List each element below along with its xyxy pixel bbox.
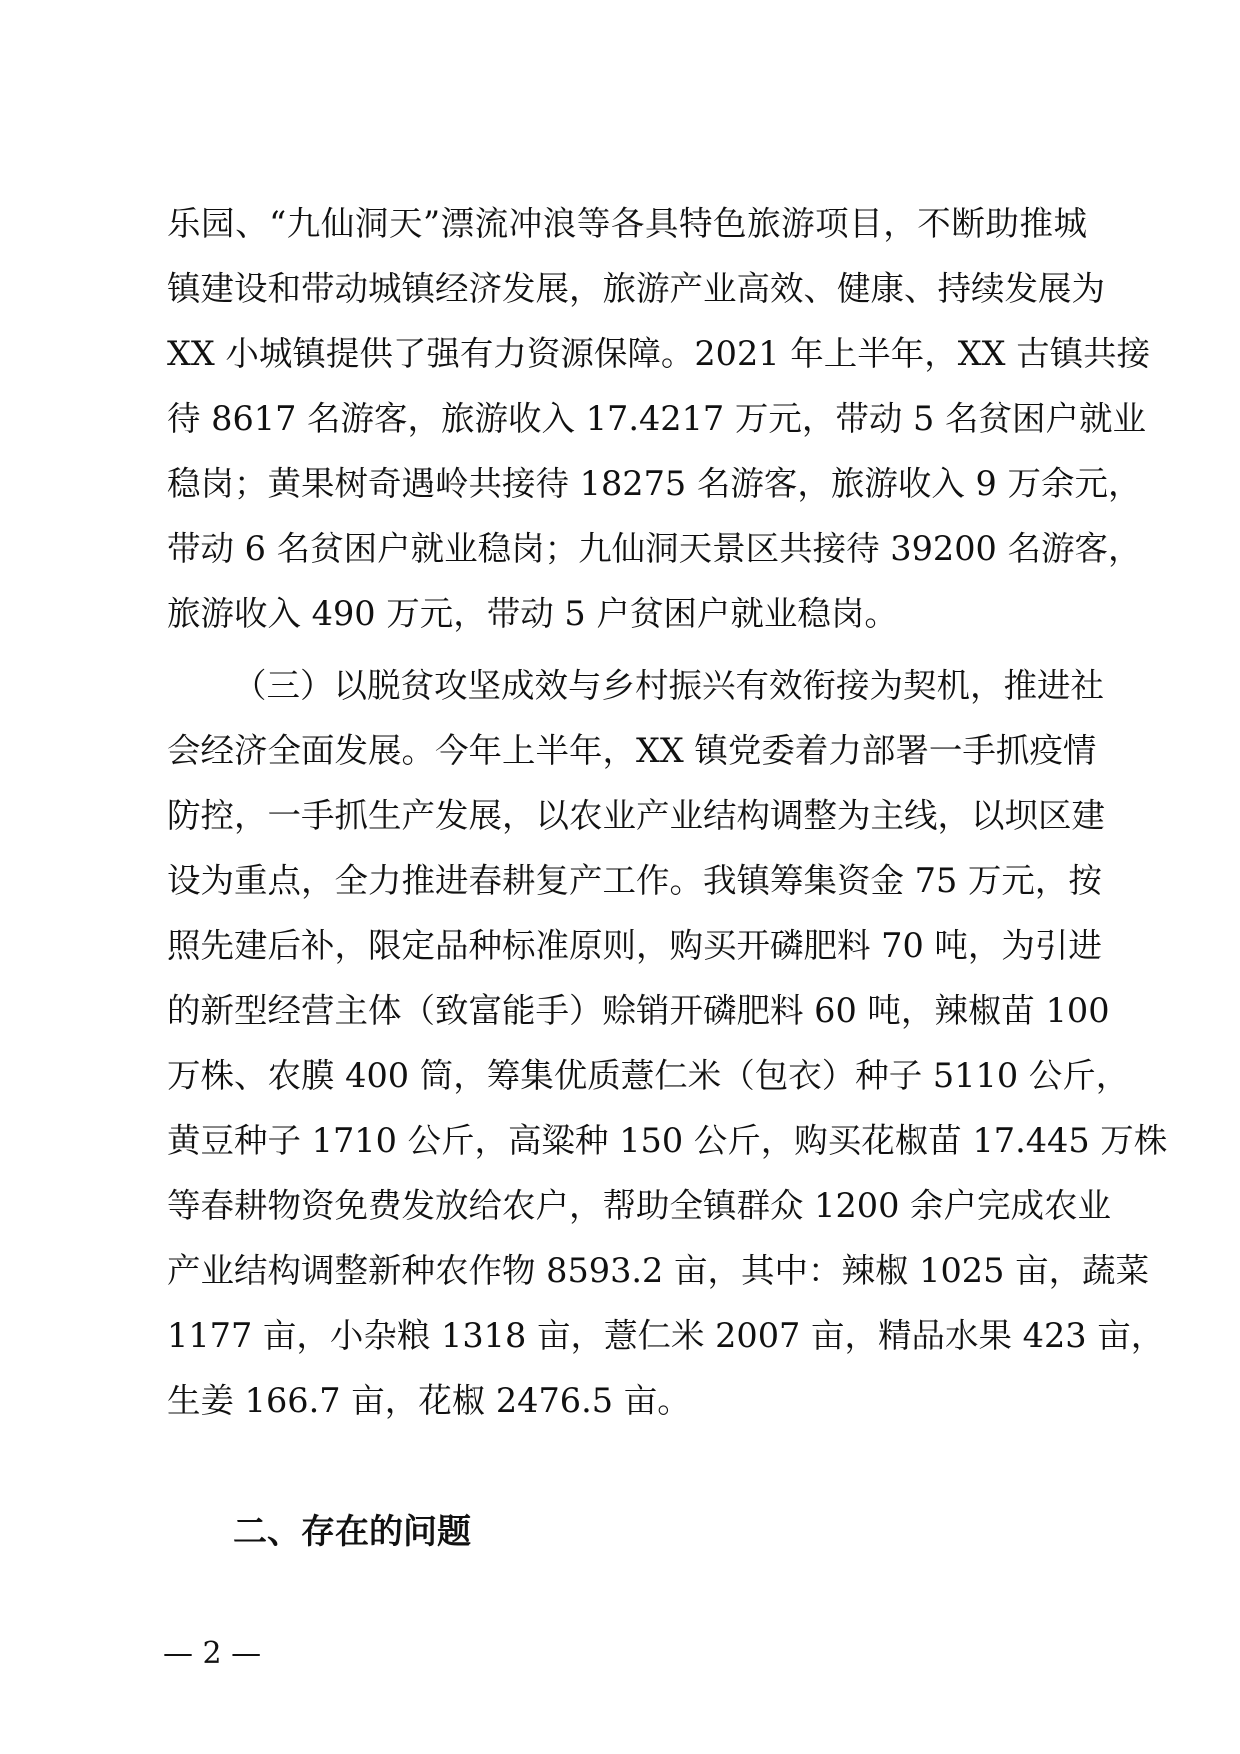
paragraph-2-line-6: 的新型经营主体（致富能手）赊销开磷肥料 60 吨，辣椒苗 100	[167, 991, 1110, 1030]
paragraph-2-line-7: 万株、农膜 400 筒，筹集优质薏仁米（包衣）种子 5110 公斤，	[167, 1056, 1130, 1095]
paragraph-2-line-11: 1177 亩，小杂粮 1318 亩，薏仁米 2007 亩，精品水果 423 亩，	[167, 1316, 1165, 1355]
paragraph-1-line-7: 旅游收入 490 万元，带动 5 户贫困户就业稳岗。	[167, 594, 898, 633]
paragraph-2-line-4: 设为重点，全力推进春耕复产工作。我镇筹集资金 75 万元，按	[167, 861, 1102, 900]
paragraph-2-line-12: 生姜 166.7 亩，花椒 2476.5 亩。	[167, 1381, 691, 1420]
paragraph-2-line-5: 照先建后补，限定品种标准原则，购买开磷肥料 70 吨，为引进	[167, 926, 1102, 965]
paragraph-2-line-3: 防控，一手抓生产发展，以农业产业结构调整为主线，以坝区建	[167, 796, 1105, 835]
paragraph-2-line-8: 黄豆种子 1710 公斤，高粱种 150 公斤，购买花椒苗 17.445 万株	[167, 1121, 1168, 1160]
paragraph-1-line-5: 稳岗；黄果树奇遇岭共接待 18275 名游客，旅游收入 9 万余元，	[167, 464, 1142, 503]
paragraph-1-line-6: 带动 6 名贫困户就业稳岗；九仙洞天景区共接待 39200 名游客，	[167, 529, 1142, 568]
paragraph-1-line-2: 镇建设和带动城镇经济发展，旅游产业高效、健康、持续发展为	[167, 269, 1105, 308]
paragraph-2-line-2: 会经济全面发展。今年上半年，XX 镇党委着力部署一手抓疫情	[167, 731, 1097, 770]
paragraph-1-line-3: XX 小城镇提供了强有力资源保障。2021 年上半年，XX 古镇共接	[167, 334, 1151, 373]
paragraph-2-line-9: 等春耕物资免费发放给农户，帮助全镇群众 1200 余户完成农业	[167, 1186, 1112, 1225]
paragraph-1-line-4: 待 8617 名游客，旅游收入 17.4217 万元，带动 5 名贫困户就业	[167, 399, 1146, 438]
page-number: — 2 —	[163, 1636, 262, 1671]
paragraph-2-line-1: （三）以脱贫攻坚成效与乡村振兴有效衔接为契机，推进社	[233, 666, 1104, 705]
section-heading: 二、存在的问题	[233, 1512, 471, 1552]
paragraph-1-line-1: 乐园、“九仙洞天”漂流冲浪等各具特色旅游项目，不断助推城	[167, 204, 1087, 243]
paragraph-2-line-10: 产业结构调整新种农作物 8593.2 亩，其中：辣椒 1025 亩，蔬菜	[167, 1251, 1150, 1290]
